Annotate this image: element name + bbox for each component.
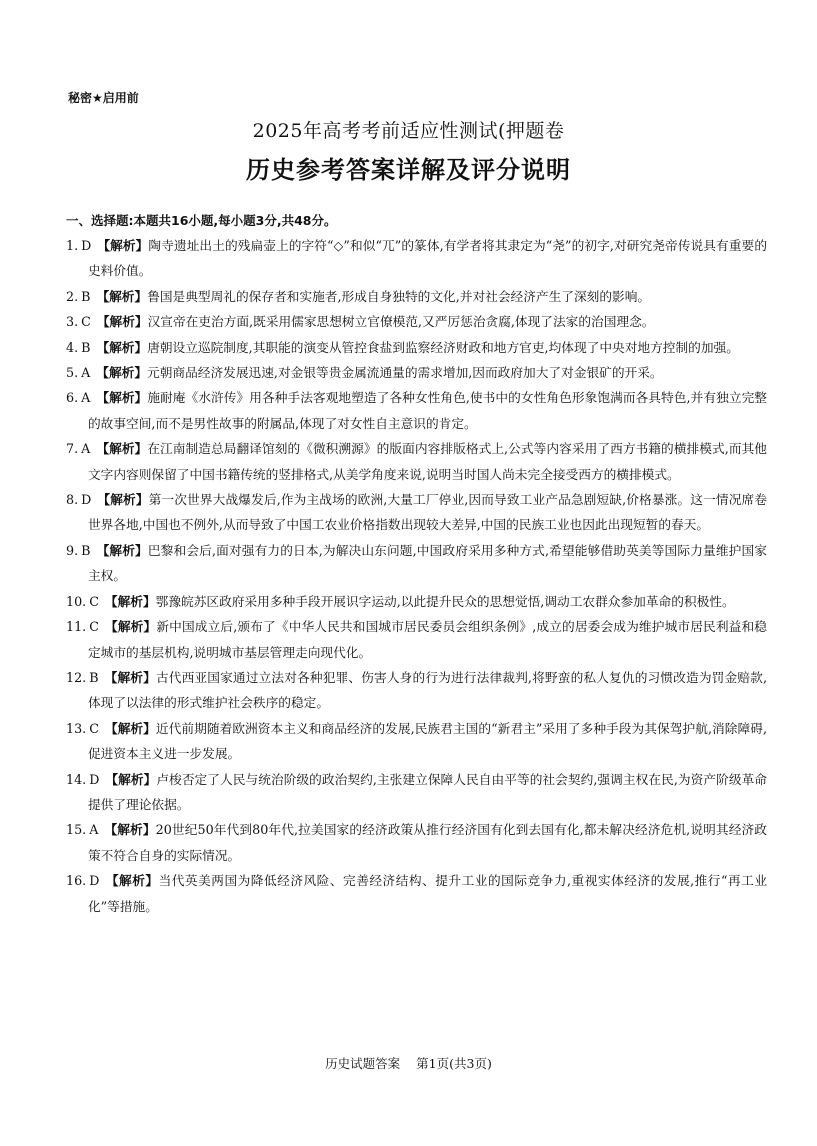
analysis-tag: 【解析】: [96, 441, 148, 457]
analysis-tag: 【解析】: [96, 542, 148, 558]
question-number: 1.: [66, 238, 79, 253]
analysis-text: 汉宣帝在吏治方面,既采用儒家思想树立官僚模范,又严厉惩治贪腐,体现了法家的治国理念。: [147, 314, 655, 330]
exam-title: 2025年高考考前适应性测试(押题卷: [252, 120, 565, 142]
answer-letter: C: [89, 720, 99, 736]
answer-item: [66, 284, 767, 309]
analysis-text: 新中国成立后,颁布了《中华人民共和国城市居民委员会组织条例》,成立的居委会成为维护城市居民利益和稳定城市的基层机构,说明城市基层管理走向现代化。: [88, 619, 767, 660]
analysis-tag: 【解析】: [104, 619, 157, 635]
analysis-text: 唐朝设立巡院制度,其职能的演变从管控食盐到监察经济财政和地方官吏,均体现了中央对地方控制的加强。: [147, 339, 739, 355]
answer-item: [66, 538, 767, 589]
analysis-tag: 【解析】: [96, 365, 148, 381]
question-number: 4.: [66, 339, 79, 355]
question-number: 15.: [66, 822, 87, 838]
question-number: 5.: [66, 365, 79, 381]
answer-letter: D: [89, 873, 100, 889]
analysis-tag: 【解析】: [104, 593, 156, 609]
analysis-text: 鄂豫皖苏区政府采用多种手段开展识字运动,以此提升民众的思想觉悟,调动工农群众参加革命的积极性。: [155, 593, 735, 609]
answer-item: [66, 868, 767, 919]
answer-item: [66, 309, 767, 334]
analysis-tag: 【解析】: [97, 492, 149, 508]
answer-letter: A: [81, 441, 91, 457]
answer-item: [66, 436, 767, 487]
analysis-text: 鲁国是典型周礼的保存者和实施者,形成自身独特的文化,并对社会经济产生了深刻的影响。: [147, 288, 651, 304]
question-number: 13.: [66, 720, 87, 736]
analysis-tag: 【解析】: [104, 720, 156, 736]
analysis-text: 当代英美两国为降低经济风险、完善经济结构、提升工业的国际竞争力,重视实体经济的发展,推行“再工业化”等措施。: [88, 873, 768, 914]
document-title: 历史参考答案详解及评分说明: [246, 156, 571, 184]
footer-page-number: 第1页(共3页): [416, 1056, 492, 1071]
analysis-text: 近代前期随着欧洲资本主义和商品经济的发展,民族君主国的“新君主”采用了多种手段为其保驾护航,消除障碍,促进资本主义进一步发展。: [88, 720, 768, 762]
answer-letter: B: [81, 339, 91, 355]
answer-letter: B: [89, 669, 99, 685]
analysis-text: 卢梭否定了人民与统治阶级的政治契约,主张建立保障人民自由平等的社会契约,强调主权在民,为资产阶级革命提供了理论依据。: [88, 771, 767, 812]
answer-item: [66, 385, 767, 436]
analysis-text: 20世纪50年代到80年代,拉美国家的经济政策从推行经济国有化到去国有化,都未解决经济危机,说明其经济政策不符合自身的实际情况。: [88, 822, 767, 863]
answer-item: [66, 767, 767, 818]
question-number: 3.: [66, 314, 79, 330]
answer-letter: B: [81, 542, 91, 558]
analysis-text: 在江南制造总局翻译馆刻的《微积溯源》的版面内容排版格式上,公式等内容采用了西方书籍的横排模式,而其他文字内容则保留了中国书籍传统的竖排格式,从美学角度来说,说明当时国人尚未完全接受西方的横排模式。: [88, 441, 767, 482]
answer-letter: A: [81, 365, 91, 381]
analysis-text: 巴黎和会后,面对强有力的日本,为解决山东问题,中国政府采用多种方式,希望能够借助英美等国际力量维护国家主权。: [88, 542, 767, 584]
answer-item: [66, 817, 767, 868]
question-number: 10.: [66, 593, 87, 609]
answer-letter: C: [89, 619, 99, 635]
analysis-tag: 【解析】: [105, 771, 157, 787]
question-number: 16.: [66, 873, 87, 889]
answer-item: [66, 335, 767, 360]
answer-letter: D: [89, 771, 100, 787]
answer-item: [66, 716, 767, 767]
analysis-tag: 【解析】: [96, 339, 148, 355]
analysis-text: 施耐庵《水浒传》用各种手法客观地塑造了各种女性角色,使书中的女性角色形象饱满而各具特色,并有独立完整的故事空间,而不是男性故事的附属品,体现了对女性自主意识的肯定。: [88, 390, 767, 431]
answer-letter: C: [81, 314, 91, 330]
question-number: 8.: [66, 492, 79, 508]
answer-item: [66, 487, 767, 538]
answer-letter: D: [81, 238, 92, 253]
analysis-tag: 【解析】: [104, 822, 156, 838]
analysis-text: 陶寺遗址出土的残扁壶上的字符“◇”和似“兀”的篆体,有学者将其隶定为“尧”的初字,对研究尧帝传说具有重要的史料价值。: [88, 238, 768, 279]
question-number: 2.: [66, 288, 79, 304]
question-number: 14.: [66, 771, 87, 787]
answer-letter: B: [81, 288, 91, 304]
analysis-tag: 【解析】: [97, 238, 149, 253]
answer-list: [66, 233, 767, 919]
answer-item: [66, 233, 767, 284]
question-number: 6.: [66, 390, 79, 406]
analysis-text: 第一次世界大战爆发后,作为主战场的欧洲,大量工厂停业,因而导致工业产品急剧短缺,价格暴涨。这一情况席卷世界各地,中国也不例外,从而导致了中国工农业价格指数出现较大差异,中国的民族工业也因此出现短暂的春天。: [88, 492, 767, 533]
section-heading: 一、选择题:本题共16小题,每小题3分,共48分。: [66, 213, 337, 228]
question-number: 9.: [66, 542, 79, 558]
answer-item: [66, 589, 767, 614]
question-number: 7.: [66, 441, 79, 457]
analysis-tag: 【解析】: [96, 390, 148, 406]
answer-item: [66, 665, 767, 716]
answer-letter: A: [89, 822, 99, 838]
analysis-tag: 【解析】: [96, 288, 148, 304]
analysis-text: 古代西亚国家通过立法对各种犯罪、伤害人身的行为进行法律裁判,将野蛮的私人复仇的习惯改造为罚金赔款,体现了以法律的形式维护社会秩序的稳定。: [88, 669, 767, 711]
analysis-tag: 【解析】: [105, 873, 159, 889]
analysis-text: 元朝商品经济发展迅速,对金银等贵金属流通量的需求增加,因而政府加大了对金银矿的开采。: [147, 365, 663, 381]
answer-letter: A: [81, 390, 91, 406]
question-number: 11.: [66, 619, 87, 635]
answer-item: [66, 614, 767, 665]
footer-subject: 历史试题答案: [325, 1056, 401, 1071]
analysis-tag: 【解析】: [104, 669, 156, 685]
analysis-tag: 【解析】: [96, 314, 148, 330]
page-footer: [0, 1054, 817, 1072]
answer-letter: D: [81, 492, 92, 508]
answer-letter: C: [89, 593, 99, 609]
answer-item: [66, 360, 767, 385]
confidential-mark: 秘密★启用前: [68, 91, 139, 105]
question-number: 12.: [66, 669, 87, 685]
